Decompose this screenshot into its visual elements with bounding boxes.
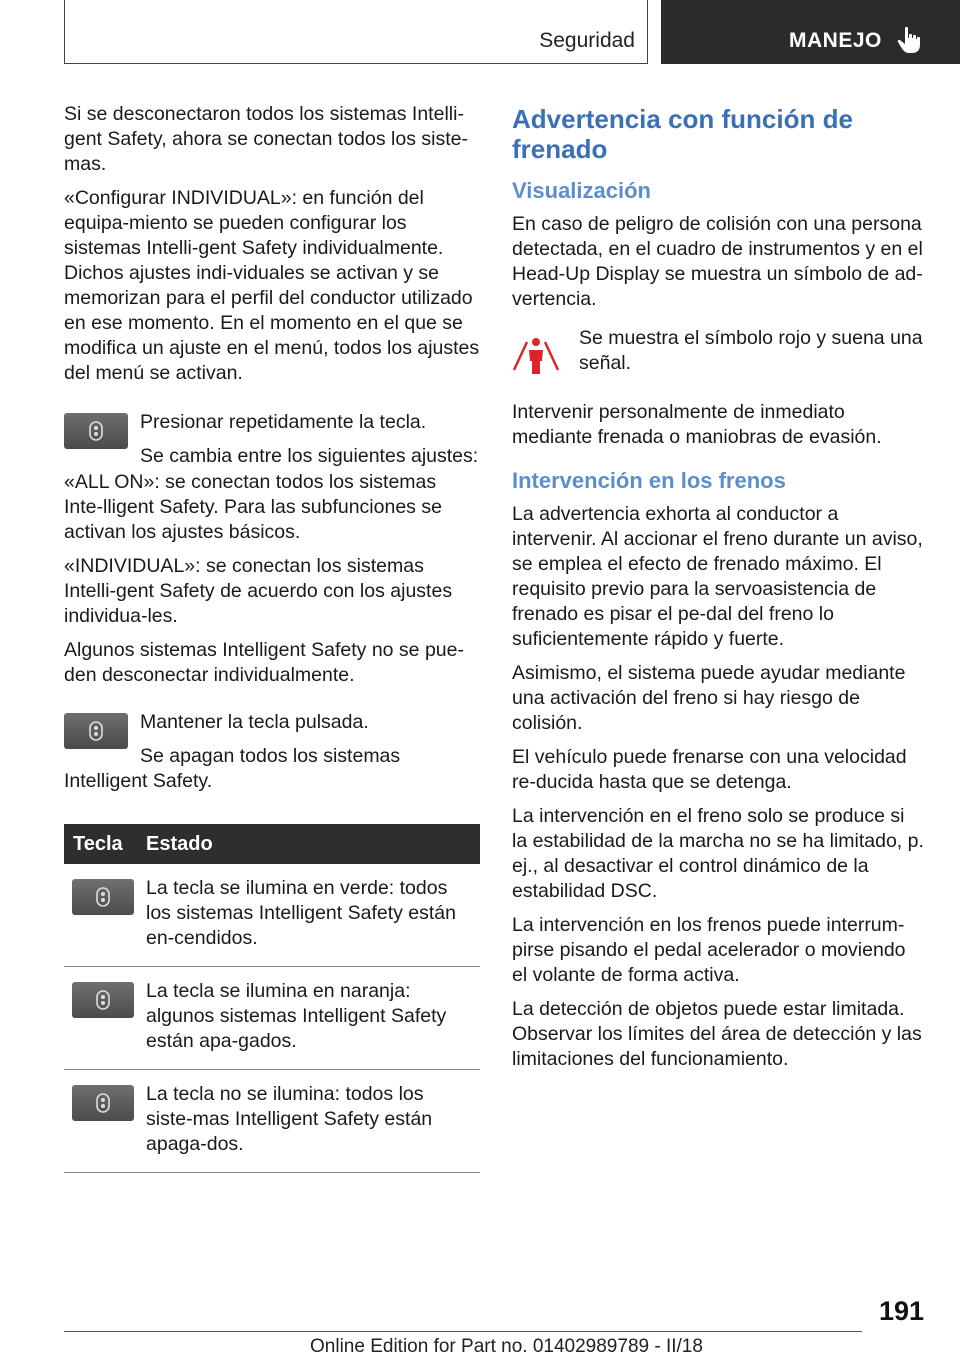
table-row bbox=[64, 967, 480, 1070]
paragraph: «ALL ON»: se conectan todos los sistemas Inte‐lligent Safety. Para las subfunciones se activan los ajustes básicos. bbox=[64, 471, 442, 543]
safety-button-icon bbox=[89, 421, 103, 441]
paragraph: Si se desconectaron todos los sistemas Intelli‐gent Safety, ahora se conectan todos los siste‐mas. bbox=[64, 103, 468, 175]
intelligent-safety-key bbox=[64, 713, 128, 749]
paragraph: El vehículo puede frenarse con una velocidad re‐ducida hasta que se detenga. bbox=[512, 746, 907, 793]
table-header: Estado bbox=[140, 824, 480, 864]
paragraph: Asimismo, el sistema puede ayudar mediante una activación del freno si hay riesgo de colisión. bbox=[512, 662, 906, 734]
header-section-box bbox=[64, 0, 648, 64]
paragraph: La detección de objetos puede estar limitada. Observar los límites del área de detección y las limitaciones del funcionamiento. bbox=[512, 998, 922, 1070]
key-instruction-hold bbox=[64, 710, 480, 794]
key-line: Se apagan todos los sistemas Intelligent Safety. bbox=[64, 745, 401, 792]
paragraph: «Configurar INDIVIDUAL»: en función del equipa‐miento se pueden configurar los sistemas Intelli‐gent Safety individualmente. Dichos ajustes indi‐viduales se activan y se memorizan para el perfil del conductor utilizado en ese momento. En el momento en el que se modifica un ajuste en el menú, todos los ajustes del menú se activan. bbox=[64, 187, 480, 384]
warning-text: Se muestra el símbolo rojo y suena una señal. bbox=[579, 327, 923, 374]
pedestrian-warning-icon bbox=[512, 332, 560, 376]
left-column bbox=[64, 102, 480, 1173]
table-cell: La tecla se ilumina en naranja: algunos sistemas Intelligent Safety están apa‐gados. bbox=[140, 967, 480, 1070]
subheading-brake-intervention: Intervención en los frenos bbox=[512, 468, 786, 493]
table-cell: La tecla se ilumina en verde: todos los sistemas Intelligent Safety están en‐cendidos. bbox=[140, 864, 480, 967]
section-heading: Advertencia con función de frenado bbox=[512, 104, 853, 164]
chapter-tab bbox=[661, 0, 960, 64]
table-header: Tecla bbox=[64, 824, 140, 864]
table-row bbox=[64, 1070, 480, 1173]
paragraph: «INDIVIDUAL»: se conectan los sistemas Intelli‐gent Safety de acuerdo con los ajustes individua‐les. bbox=[64, 555, 453, 627]
key-line: Mantener la tecla pulsada. bbox=[140, 711, 369, 733]
key-status-table bbox=[64, 824, 480, 1173]
paragraph: Intervenir personalmente de inmediato mediante frenada o maniobras de evasión. bbox=[512, 401, 882, 448]
key-line: Presionar repetidamente la tecla. bbox=[140, 411, 427, 433]
paragraph: La intervención en los frenos puede interrum‐pirse pisando el pedal acelerador o moviendo el volante de forma activa. bbox=[512, 914, 906, 986]
safety-button-icon bbox=[96, 887, 110, 907]
safety-key-off bbox=[72, 1085, 134, 1121]
safety-button-icon bbox=[89, 721, 103, 741]
safety-key-green bbox=[72, 879, 134, 915]
warning-symbol-row bbox=[512, 326, 924, 382]
intelligent-safety-key bbox=[64, 413, 128, 449]
key-instruction-repeat bbox=[64, 410, 480, 470]
table-cell: La tecla no se ilumina: todos los siste‐mas Intelligent Safety están apaga‐dos. bbox=[140, 1070, 480, 1173]
right-column bbox=[512, 104, 924, 1081]
safety-key-orange bbox=[72, 982, 134, 1018]
table-row bbox=[64, 864, 480, 967]
safety-button-icon bbox=[96, 990, 110, 1010]
paragraph: En caso de peligro de colisión con una persona detectada, en el cuadro de instrumentos y en el Head-Up Display se muestra un símbolo de ad‐vertencia. bbox=[512, 213, 923, 310]
paragraph: La intervención en el freno solo se produce si la estabilidad de la marcha no se ha limitado, p. ej., al desactivar el control dinámico de la estabilidad DSC. bbox=[512, 805, 924, 902]
safety-button-icon bbox=[96, 1093, 110, 1113]
chapter-title: MANEJO bbox=[789, 29, 882, 52]
hand-pointer-icon bbox=[897, 26, 923, 54]
edition-note: Online Edition for Part no. 01402989789 - II/18 bbox=[310, 1336, 703, 1357]
page-number: 191 bbox=[878, 1296, 924, 1326]
subheading-visualization: Visualización bbox=[512, 178, 651, 203]
paragraph: La advertencia exhorta al conductor a intervenir. Al accionar el freno durante un aviso, se emplea el efecto de frenado máximo. El requisito previo para la servoasistencia de frenado es pisar el pe‐dal del freno lo suficientemente rápido y fuerte. bbox=[512, 503, 923, 650]
footer-divider bbox=[64, 1331, 862, 1332]
key-line: Se cambia entre los siguientes ajustes: bbox=[140, 445, 479, 467]
paragraph: Algunos sistemas Intelligent Safety no se pue‐den desconectar individualmente. bbox=[64, 639, 464, 686]
section-title: Seguridad bbox=[539, 29, 635, 52]
